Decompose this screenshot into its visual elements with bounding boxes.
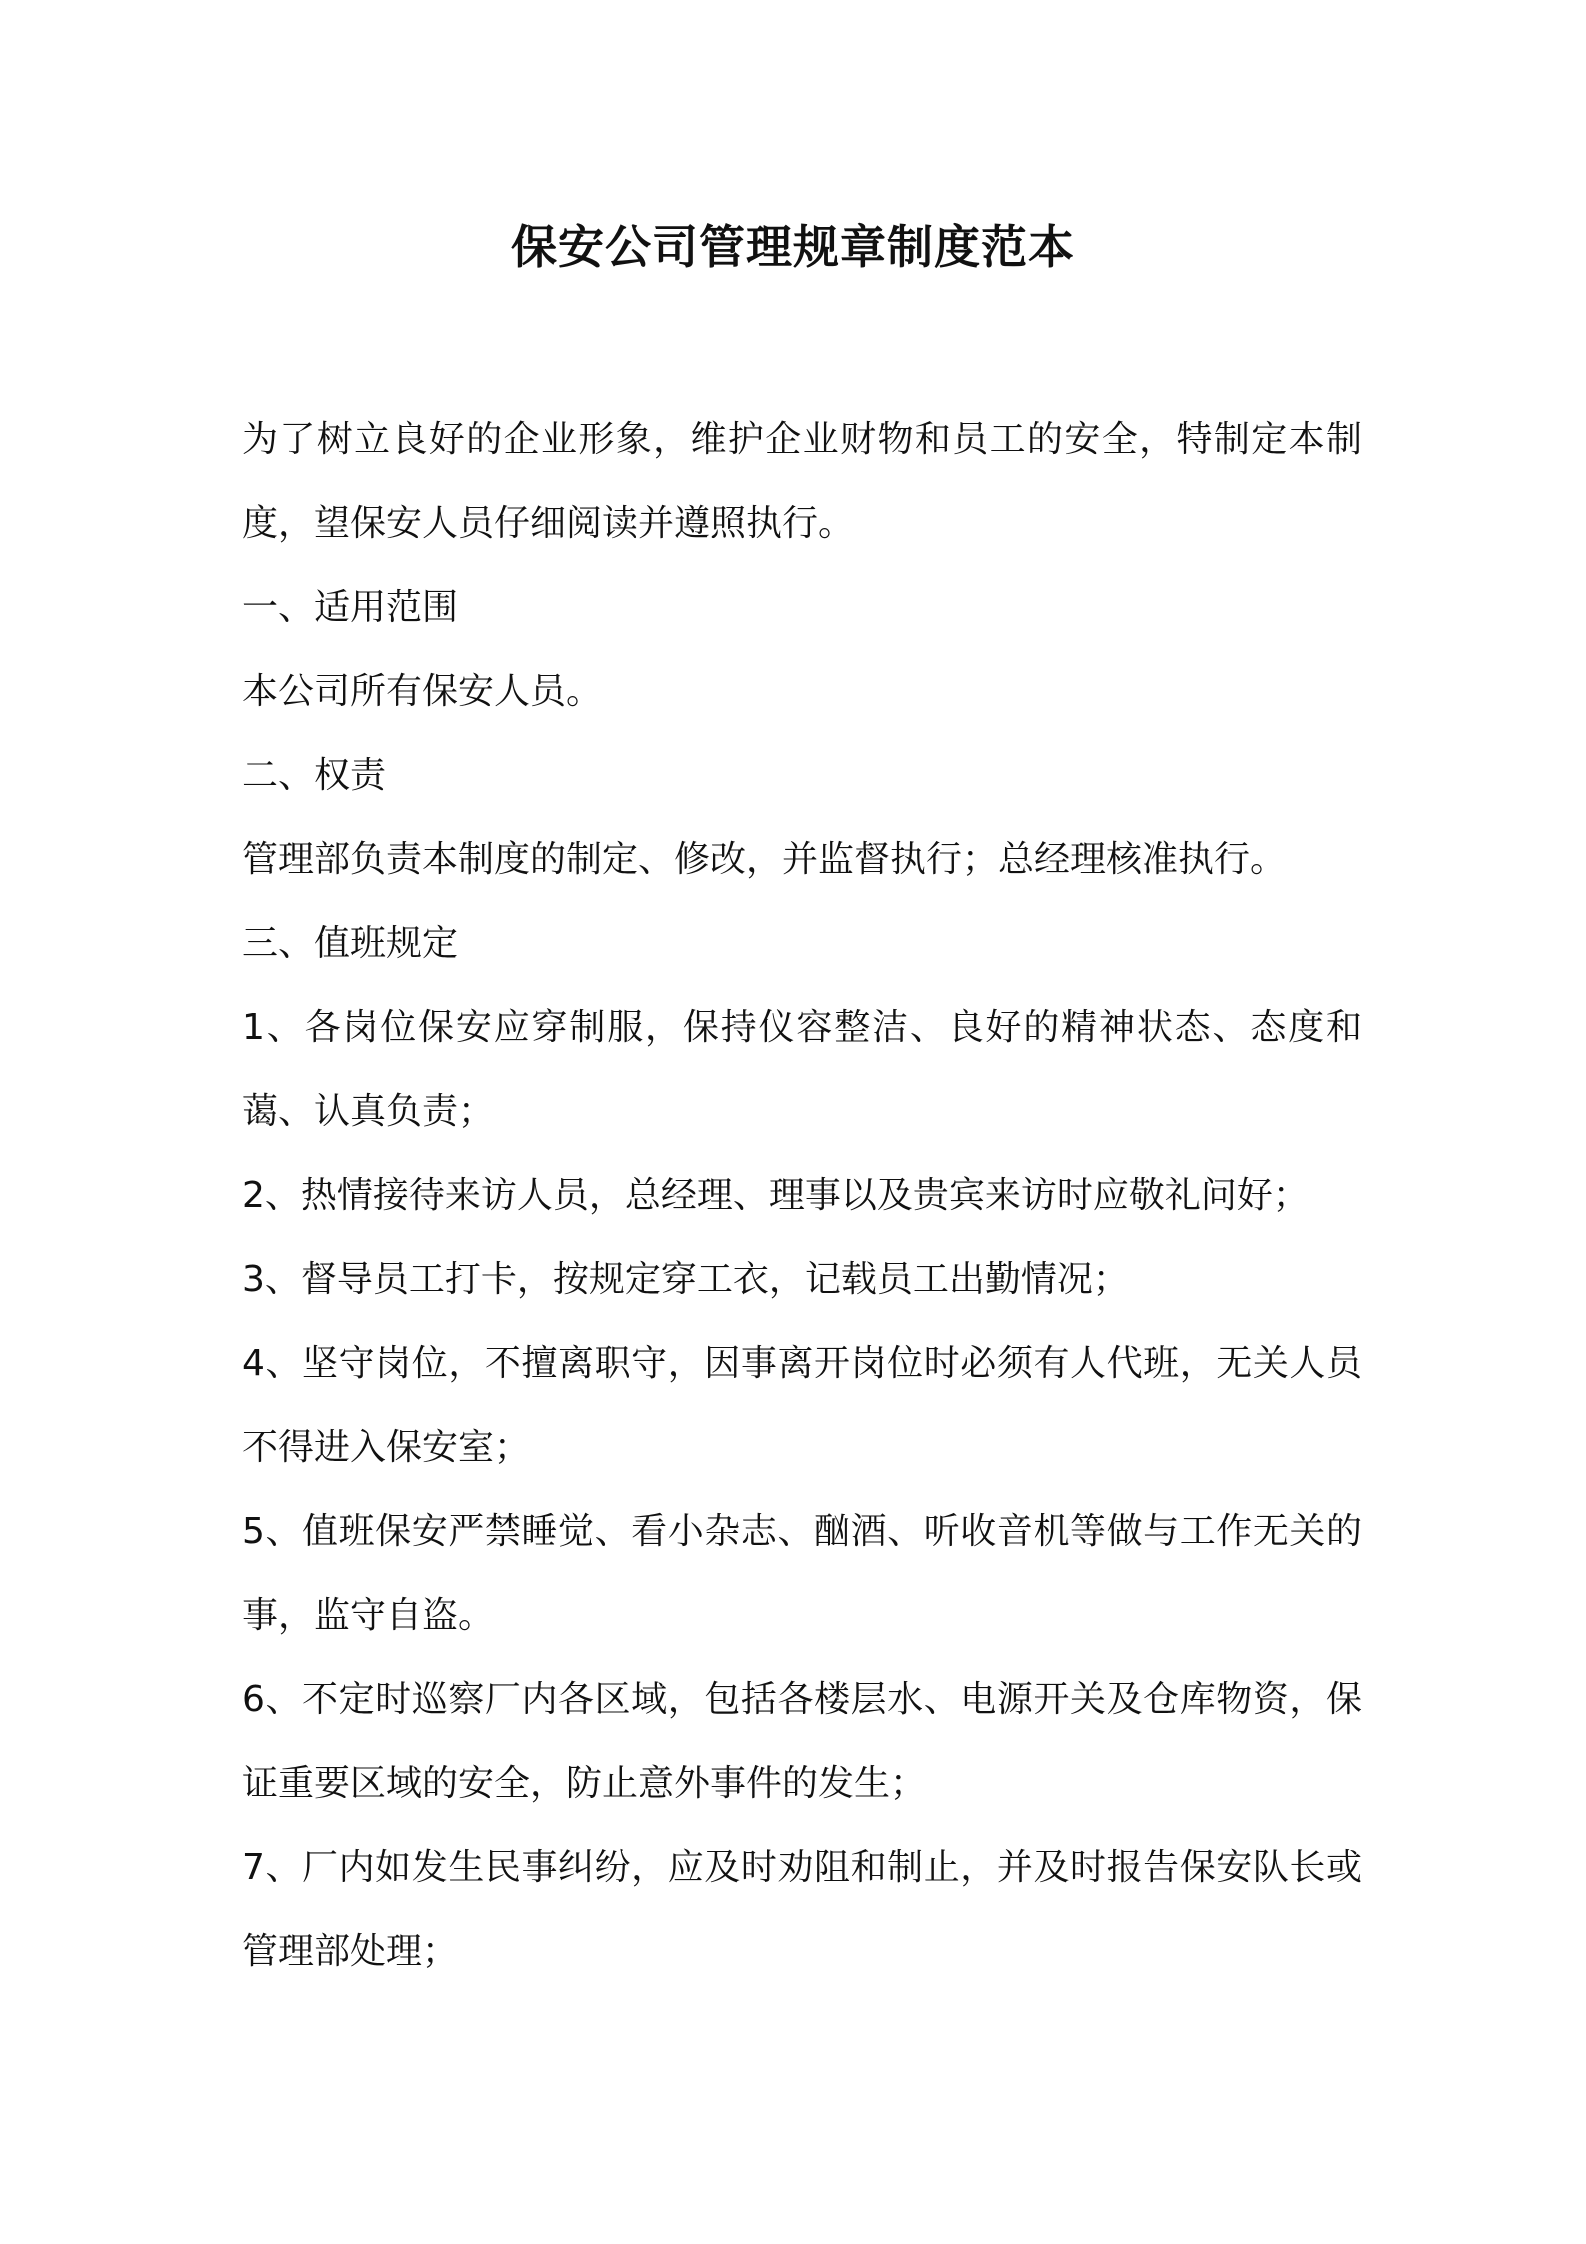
document-body	[242, 398, 1362, 1994]
responsibilities-paragraph: 管理部负责本制度的制定、修改，并监督执行；总经理核准执行。	[242, 839, 1287, 880]
intro-paragraph: 为了树立良好的企业形象，维护企业财物和员工的安全，特制定本制度，望保安人员仔细阅读并遵照执行。	[242, 419, 1362, 544]
section-heading-duty-rules: 三、值班规定	[242, 923, 459, 964]
rule-item-2: 2、热情接待来访人员，总经理、理事以及贵宾来访时应敬礼问好；	[242, 1175, 1309, 1216]
rule-item-1: 1、各岗位保安应穿制服，保持仪容整洁、良好的精神状态、态度和蔼、认真负责；	[242, 1007, 1362, 1132]
section-heading-responsibilities: 二、权责	[242, 755, 387, 796]
rule-item-3: 3、督导员工打卡，按规定穿工衣，记载员工出勤情况；	[242, 1259, 1129, 1300]
rule-item-4: 4、坚守岗位，不擅离职守，因事离开岗位时必须有人代班，无关人员不得进入保安室；	[242, 1343, 1362, 1468]
rule-item-5: 5、值班保安严禁睡觉、看小杂志、酗酒、听收音机等做与工作无关的事，监守自盗。	[242, 1511, 1362, 1636]
document-title: 保安公司管理规章制度范本	[511, 220, 1075, 274]
scope-paragraph: 本公司所有保安人员。	[242, 671, 603, 712]
rule-item-7: 7、厂内如发生民事纠纷，应及时劝阻和制止，并及时报告保安队长或管理部处理；	[242, 1847, 1362, 1972]
section-heading-scope: 一、适用范围	[242, 587, 459, 628]
rule-item-6: 6、不定时巡察厂内各区域，包括各楼层水、电源开关及仓库物资，保证重要区域的安全，防止意外事件的发生；	[242, 1679, 1362, 1804]
